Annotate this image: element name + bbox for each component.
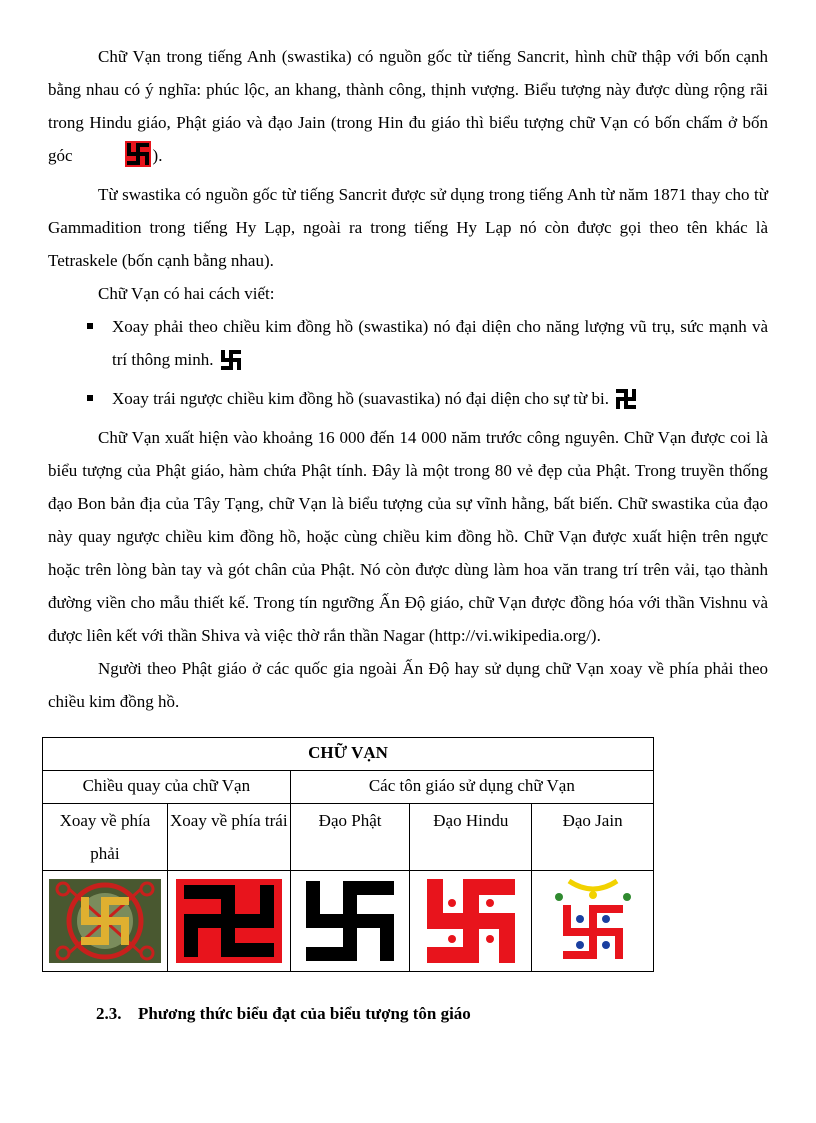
paragraph-3: Chữ Vạn có hai cách viết:: [98, 284, 275, 303]
swastika-table: [42, 737, 654, 972]
column-header-buddhism: Đạo Phật: [290, 804, 410, 871]
column-header-jainism: Đạo Jain: [532, 804, 654, 871]
paragraph-5: Người theo Phật giáo ở các quốc gia ngoài Ấn Độ hay sử dụng chữ Vạn xoay về phía phải theo chiều kim đồng hồ.: [48, 659, 768, 711]
hindu-swastika-icon: [75, 141, 151, 178]
jain-swastika-image: [532, 871, 654, 972]
ornate-swastika-image: [43, 871, 168, 972]
swastika-left-icon: [615, 388, 637, 421]
column-header-left: Xoay về phía trái: [167, 804, 290, 871]
paragraph-4: Chữ Vạn xuất hiện vào khoảng 16 000 đến 14 000 năm trước công nguyên. Chữ Vạn được coi là biểu tượng của Phật giáo, hàm chứa Phật tính. Đây là một trong 80 vẻ đẹp của Phật. Trong truyền thống đạo Bon bản địa của Tây Tạng, chữ Vạn là biểu tượng của sự vĩnh hằng, bất biến. Chữ swastika của đạo này quay ngược chiều kim đồng hồ, hoặc cùng chiều kim đồng hồ. Chữ Vạn được xuất hiện trên ngực hoặc trên lòng bàn tay và gót chân của Phật. Nó còn được dùng làm hoa văn trang trí trên vải, tạo thành đường viền cho mẫu thiết kế. Trong tín ngưỡng Ấn Độ giáo, chữ Vạn được đồng hóa với thần Vishnu và được liên kết với thần Shiva và việc thờ rắn thần Nagar (http://vi.wikipedia.org/).: [48, 428, 768, 645]
paragraph-2: Từ swastika có nguồn gốc từ tiếng Sancrit được sử dụng trong tiếng Anh từ năm 1871 thay cho từ Gammadition trong tiếng Hy Lạp, ngoài ra trong tiếng Hy Lạp nó còn được gọi theo tên khác là Tetraskele (bốn cạnh bằng nhau).: [48, 185, 768, 270]
section-title: Phương thức biểu đạt của biểu tượng tôn giáo: [138, 1004, 471, 1023]
red-dotted-swastika-image: [410, 871, 532, 972]
table-title: CHỮ VẠN: [43, 738, 654, 771]
red-black-swastika-image: [167, 871, 290, 972]
list-item: Xoay phải theo chiều kim đồng hồ (swastika) nó đại diện cho năng lượng vũ trụ, sức mạnh và trí thông minh.: [48, 310, 768, 382]
black-swastika-image: [290, 871, 410, 972]
bullet-square-icon: [87, 395, 93, 401]
table-group-religions: Các tôn giáo sử dụng chữ Vạn: [290, 771, 653, 804]
section-number: 2.3.: [96, 1004, 122, 1023]
section-heading: [96, 1000, 471, 1028]
bullet-square-icon: [87, 323, 93, 329]
bullet-list: [48, 310, 768, 421]
swastika-right-icon: [220, 349, 242, 382]
column-header-hinduism: Đạo Hindu: [410, 804, 532, 871]
column-header-right: Xoay về phía phải: [43, 804, 168, 871]
paragraph-1: Chữ Vạn trong tiếng Anh (swastika) có nguồn gốc từ tiếng Sancrit, hình chữ thập với bốn cạnh bằng nhau có ý nghĩa: phúc lộc, an khang, thành công, thịnh vượng. Biểu tượng này được dùng rộng rãi trong Hindu giáo, Phật giáo và đạo Jain (trong Hin đu giáo thì biểu tượng chữ Vạn có bốn chấm ở bốn góc ).: [48, 40, 768, 178]
document-page: [48, 40, 768, 718]
list-item: Xoay trái ngược chiều kim đồng hồ (suavastika) nó đại diện cho sự từ bi.: [48, 382, 768, 421]
table-group-rotation: Chiều quay của chữ Vạn: [43, 771, 291, 804]
